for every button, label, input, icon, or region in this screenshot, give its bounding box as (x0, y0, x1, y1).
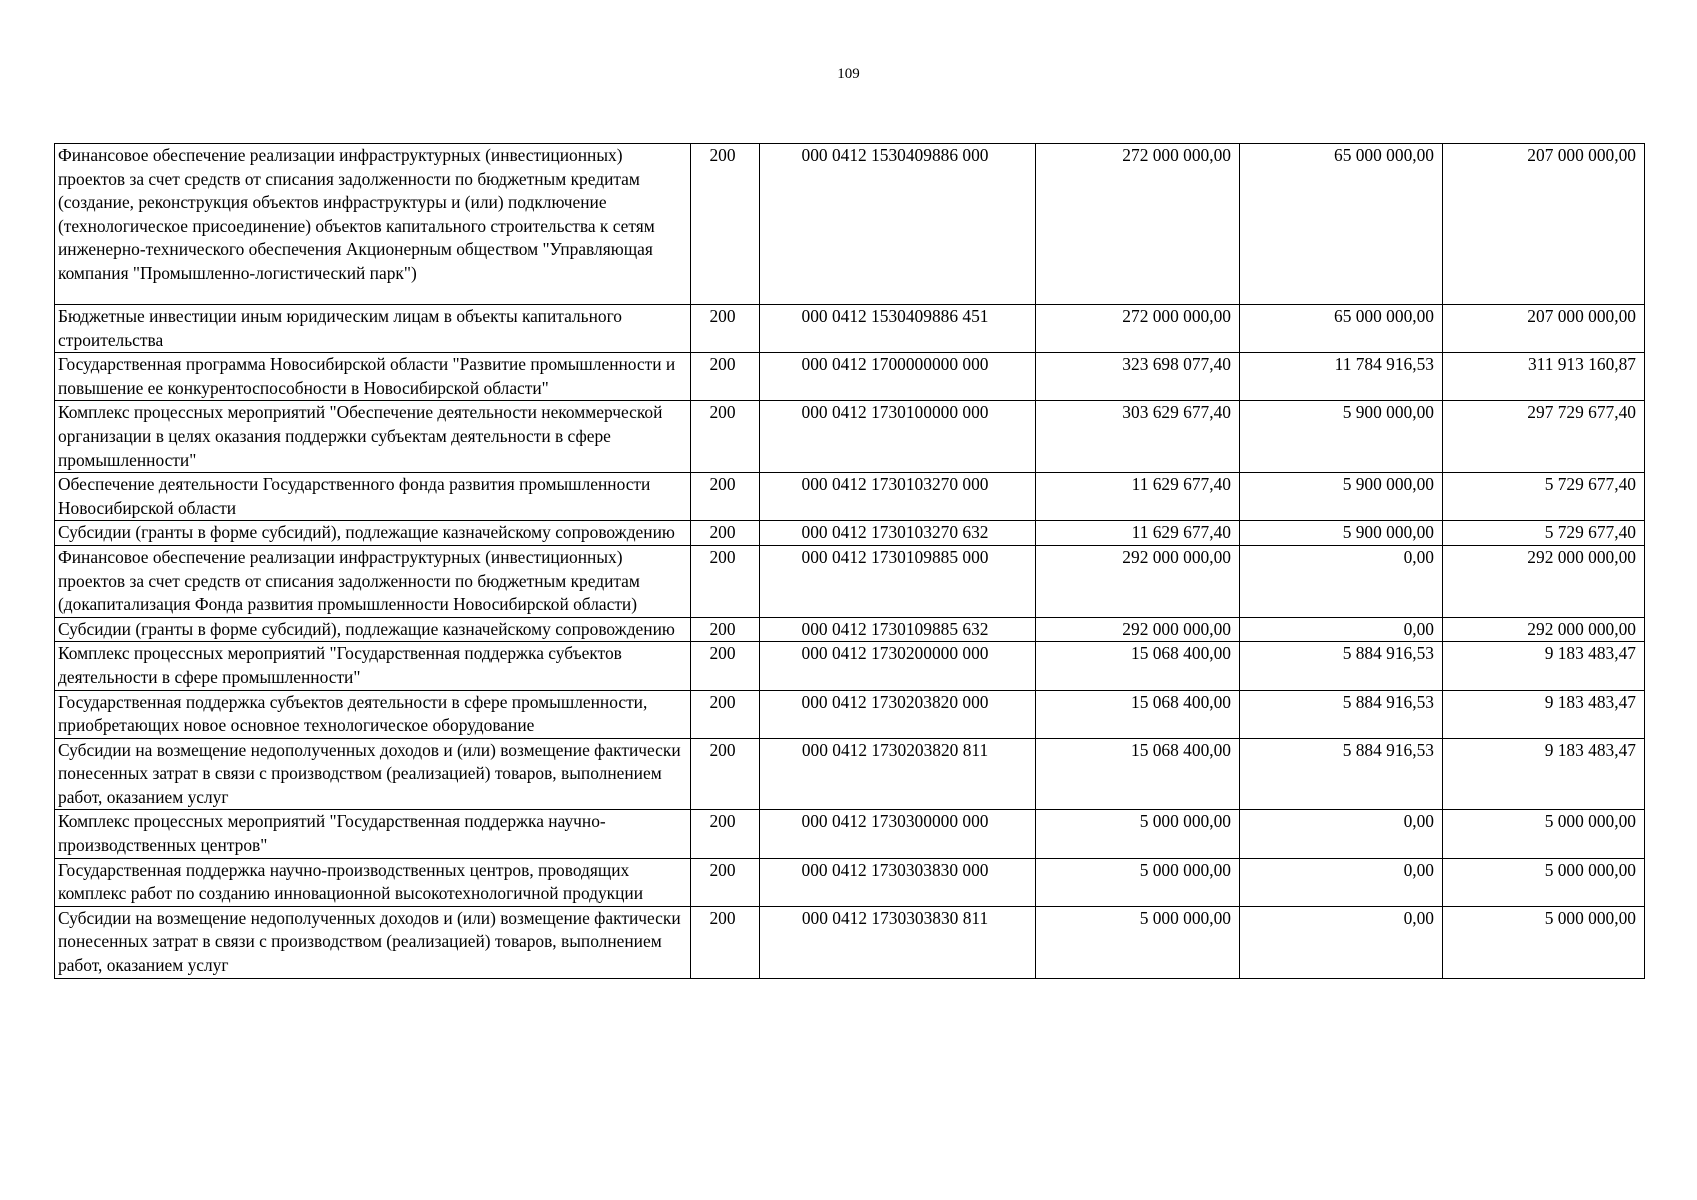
row-code: 200 (691, 305, 760, 353)
row-name: Бюджетные инвестиции иным юридическим лицам в объекты капитального строительства (55, 305, 691, 353)
table-row (55, 738, 1645, 810)
row-approved: 15 068 400,00 (1036, 738, 1240, 810)
row-remaining: 5 000 000,00 (1443, 858, 1645, 906)
row-name: Субсидии на возмещение недополученных доходов и (или) возмещение фактически понесенных затрат в связи с производством (реализацией) товаров, выполнением работ, оказанием услуг (55, 906, 691, 978)
row-kbk: 000 0412 1730200000 000 (760, 642, 1036, 690)
row-name: Субсидии (гранты в форме субсидий), подлежащие казначейскому сопровождению (55, 521, 691, 546)
row-remaining: 9 183 483,47 (1443, 690, 1645, 738)
row-code: 200 (691, 545, 760, 617)
row-approved: 5 000 000,00 (1036, 858, 1240, 906)
row-code: 200 (691, 642, 760, 690)
table-row (55, 545, 1645, 617)
row-name: Обеспечение деятельности Государственного фонда развития промышленности Новосибирской области (55, 473, 691, 521)
row-remaining: 292 000 000,00 (1443, 617, 1645, 642)
row-name: Государственная поддержка научно-производственных центров, проводящих комплекс работ по созданию инновационной высокотехнологичной продукции (55, 858, 691, 906)
row-remaining: 297 729 677,40 (1443, 401, 1645, 473)
row-approved: 15 068 400,00 (1036, 642, 1240, 690)
table-row (55, 521, 1645, 546)
row-name: Субсидии на возмещение недополученных доходов и (или) возмещение фактически понесенных затрат в связи с производством (реализацией) товаров, выполнением работ, оказанием услуг (55, 738, 691, 810)
row-approved: 11 629 677,40 (1036, 473, 1240, 521)
row-name: Субсидии (гранты в форме субсидий), подлежащие казначейскому сопровождению (55, 617, 691, 642)
row-kbk: 000 0412 1730203820 811 (760, 738, 1036, 810)
row-executed: 0,00 (1240, 906, 1443, 978)
row-approved: 303 629 677,40 (1036, 401, 1240, 473)
row-approved: 272 000 000,00 (1036, 144, 1240, 305)
budget-table (54, 143, 1645, 979)
row-executed: 5 900 000,00 (1240, 521, 1443, 546)
row-executed: 65 000 000,00 (1240, 144, 1443, 305)
row-kbk: 000 0412 1530409886 451 (760, 305, 1036, 353)
row-kbk: 000 0412 1730300000 000 (760, 810, 1036, 858)
row-name: Комплекс процессных мероприятий "Обеспечение деятельности некоммерческой организации в целях оказания поддержки субъектам деятельности в сфере промышленности" (55, 401, 691, 473)
table-row (55, 353, 1645, 401)
row-executed: 5 900 000,00 (1240, 473, 1443, 521)
row-kbk: 000 0412 1730103270 000 (760, 473, 1036, 521)
row-remaining: 207 000 000,00 (1443, 305, 1645, 353)
row-approved: 5 000 000,00 (1036, 906, 1240, 978)
row-approved: 5 000 000,00 (1036, 810, 1240, 858)
row-remaining: 292 000 000,00 (1443, 545, 1645, 617)
row-remaining: 5 000 000,00 (1443, 906, 1645, 978)
row-executed: 0,00 (1240, 617, 1443, 642)
table-row (55, 473, 1645, 521)
row-kbk: 000 0412 1730100000 000 (760, 401, 1036, 473)
row-executed: 0,00 (1240, 545, 1443, 617)
row-code: 200 (691, 858, 760, 906)
row-remaining: 9 183 483,47 (1443, 642, 1645, 690)
row-code: 200 (691, 144, 760, 305)
row-remaining: 207 000 000,00 (1443, 144, 1645, 305)
table-row (55, 810, 1645, 858)
table-row (55, 906, 1645, 978)
row-remaining: 5 000 000,00 (1443, 810, 1645, 858)
table-row (55, 617, 1645, 642)
row-executed: 0,00 (1240, 858, 1443, 906)
table-row (55, 858, 1645, 906)
table-row (55, 305, 1645, 353)
row-name: Финансовое обеспечение реализации инфраструктурных (инвестиционных) проектов за счет средств от списания задолженности по бюджетным кредитам (создание, реконструкция объектов инфраструктуры и (или) подключение (технологическое присоединение) объектов капитального строительства к сетям инженерно-технического обеспечения Акционерным обществом "Управляющая компания "Промышленно-логистический парк") (55, 144, 691, 305)
row-remaining: 5 729 677,40 (1443, 473, 1645, 521)
row-code: 200 (691, 810, 760, 858)
page-number: 109 (837, 66, 860, 82)
table-row (55, 144, 1645, 305)
row-executed: 5 884 916,53 (1240, 690, 1443, 738)
row-remaining: 9 183 483,47 (1443, 738, 1645, 810)
row-code: 200 (691, 401, 760, 473)
row-name: Финансовое обеспечение реализации инфраструктурных (инвестиционных) проектов за счет средств от списания задолженности по бюджетным кредитам (докапитализация Фонда развития промышленности Новосибирской области) (55, 545, 691, 617)
row-approved: 292 000 000,00 (1036, 545, 1240, 617)
row-code: 200 (691, 473, 760, 521)
row-code: 200 (691, 617, 760, 642)
row-executed: 5 900 000,00 (1240, 401, 1443, 473)
row-kbk: 000 0412 1730103270 632 (760, 521, 1036, 546)
row-remaining: 5 729 677,40 (1443, 521, 1645, 546)
row-name: Комплекс процессных мероприятий "Государственная поддержка субъектов деятельности в сфере промышленности" (55, 642, 691, 690)
row-approved: 11 629 677,40 (1036, 521, 1240, 546)
row-name: Комплекс процессных мероприятий "Государственная поддержка научно-производственных центров" (55, 810, 691, 858)
row-code: 200 (691, 353, 760, 401)
row-approved: 323 698 077,40 (1036, 353, 1240, 401)
table-row (55, 401, 1645, 473)
row-remaining: 311 913 160,87 (1443, 353, 1645, 401)
row-kbk: 000 0412 1730203820 000 (760, 690, 1036, 738)
row-kbk: 000 0412 1730303830 000 (760, 858, 1036, 906)
row-executed: 5 884 916,53 (1240, 642, 1443, 690)
row-kbk: 000 0412 1530409886 000 (760, 144, 1036, 305)
row-code: 200 (691, 521, 760, 546)
row-kbk: 000 0412 1730109885 000 (760, 545, 1036, 617)
table-row (55, 642, 1645, 690)
row-approved: 15 068 400,00 (1036, 690, 1240, 738)
row-code: 200 (691, 738, 760, 810)
row-approved: 272 000 000,00 (1036, 305, 1240, 353)
table-row (55, 690, 1645, 738)
row-executed: 11 784 916,53 (1240, 353, 1443, 401)
budget-table-body (55, 144, 1645, 979)
row-executed: 5 884 916,53 (1240, 738, 1443, 810)
row-kbk: 000 0412 1730109885 632 (760, 617, 1036, 642)
row-executed: 0,00 (1240, 810, 1443, 858)
row-name: Государственная программа Новосибирской области "Развитие промышленности и повышение ее конкурентоспособности в Новосибирской области" (55, 353, 691, 401)
row-approved: 292 000 000,00 (1036, 617, 1240, 642)
row-kbk: 000 0412 1700000000 000 (760, 353, 1036, 401)
row-code: 200 (691, 906, 760, 978)
row-kbk: 000 0412 1730303830 811 (760, 906, 1036, 978)
row-executed: 65 000 000,00 (1240, 305, 1443, 353)
row-code: 200 (691, 690, 760, 738)
row-name: Государственная поддержка субъектов деятельности в сфере промышленности, приобретающих новое основное технологическое оборудование (55, 690, 691, 738)
